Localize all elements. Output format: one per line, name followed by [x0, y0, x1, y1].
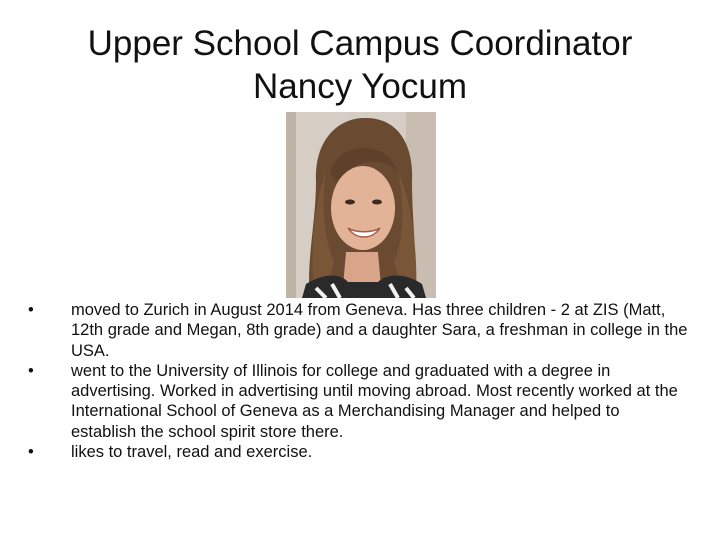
slide-title	[0, 22, 720, 108]
bullet-item-family	[28, 300, 688, 361]
portrait-photo	[286, 112, 436, 298]
bio-bullet-list	[28, 300, 688, 462]
title-line-role: Upper School Campus Coordinator	[87, 24, 633, 63]
bullet-text: likes to travel, read and exercise.	[71, 443, 313, 462]
bullet-item-hobbies	[28, 442, 688, 462]
bullet-text: went to the University of Illinois for college and graduated with a degree in advertising. Worked in advertising until moving abroad. Most recently worked at the International School of Geneva as a Merchandising Manager and helped to establish the school spirit store there.	[71, 361, 678, 441]
bullet-item-education	[28, 361, 688, 442]
bullet-text: moved to Zurich in August 2014 from Geneva. Has three children - 2 at ZIS (Matt, 12th grade and Megan, 8th grade) and a daughter Sara, a freshman in college in the USA.	[71, 301, 688, 360]
title-line-name: Nancy Yocum	[252, 67, 468, 106]
bullet-marker: •	[28, 301, 34, 319]
bullet-marker: •	[28, 361, 34, 380]
bullet-marker: •	[28, 443, 34, 462]
